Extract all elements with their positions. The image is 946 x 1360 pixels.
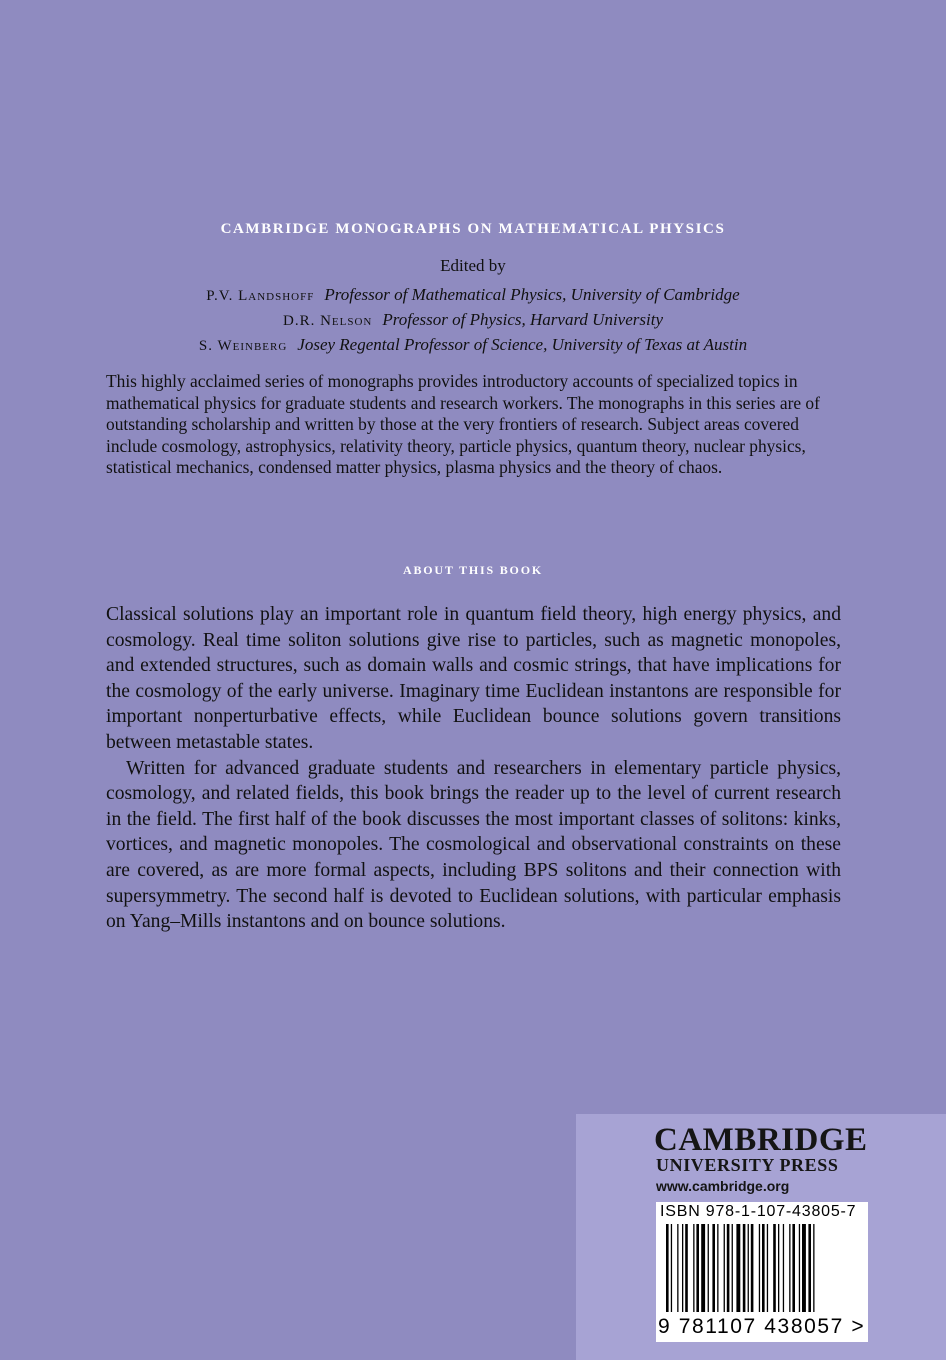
editor-line [0, 308, 946, 333]
publisher-url: www.cambridge.org [656, 1178, 790, 1194]
barcode-digits: 9 781107 438057 > [658, 1315, 866, 1338]
editor-line [0, 283, 946, 308]
about-text [106, 602, 841, 935]
edited-by-label: Edited by [440, 256, 506, 275]
editor-name: D.R. Nelson [283, 313, 373, 329]
editor-name: P.V. Landshoff [206, 288, 315, 304]
publisher-name: CAMBRIDGE [654, 1122, 868, 1158]
editor-role: Josey Regental Professor of Science, University of Texas at Austin [297, 335, 748, 354]
editor-role: Professor of Physics, Harvard University [382, 310, 663, 329]
isbn-barcode-box [656, 1202, 868, 1342]
barcode-icon [664, 1224, 860, 1314]
series-description: This highly acclaimed series of monographs provides introductory accounts of specialized topics in mathematical physics for graduate students and research workers. The monographs in this series are of outstanding scholarship and written by those at the very frontiers of research. Subject areas covered include cosmology, astrophysics, relativity theory, particle physics, quantum theory, nuclear physics, statistical mechanics, condensed matter physics, plasma physics and the theory of chaos. [106, 371, 820, 478]
publisher-subname: UNIVERSITY PRESS [656, 1155, 839, 1175]
about-paragraph: Written for advanced graduate students and researchers in elementary particle physics, cosmology, and related fields, this book brings the reader up to the level of current research in the field. The first half of the book discusses the most important classes of solitons: kinks, vortices, and magnetic monopoles. The cosmological and observational constraints on these are covered, as are more formal aspects, including BPS solitons and their connection with supersymmetry. The second half is devoted to Euclidean solutions, with particular emphasis on Yang–Mills instantons and on bounce solutions. [106, 757, 841, 933]
series-title: CAMBRIDGE MONOGRAPHS ON MATHEMATICAL PHYSICS [220, 221, 726, 237]
editor-role: Professor of Mathematical Physics, University of Cambridge [324, 285, 740, 304]
isbn-label: ISBN 978-1-107-43805-7 [660, 1203, 857, 1220]
about-paragraph: Classical solutions play an important role in quantum field theory, high energy physics, and cosmology. Real time soliton solutions give rise to particles, such as magnetic monopoles, and extended structures, such as domain walls and cosmic strings, that have implications for the cosmology of the early universe. Imaginary time Euclidean instantons are responsible for important nonperturbative effects, while Euclidean bounce solutions govern transitions between metastable states. [106, 604, 841, 753]
about-heading: ABOUT THIS BOOK [403, 563, 543, 577]
editor-line [0, 333, 946, 358]
editors-list [0, 283, 946, 358]
publisher-panel [576, 1114, 946, 1360]
editor-name: S. Weinberg [198, 338, 288, 354]
